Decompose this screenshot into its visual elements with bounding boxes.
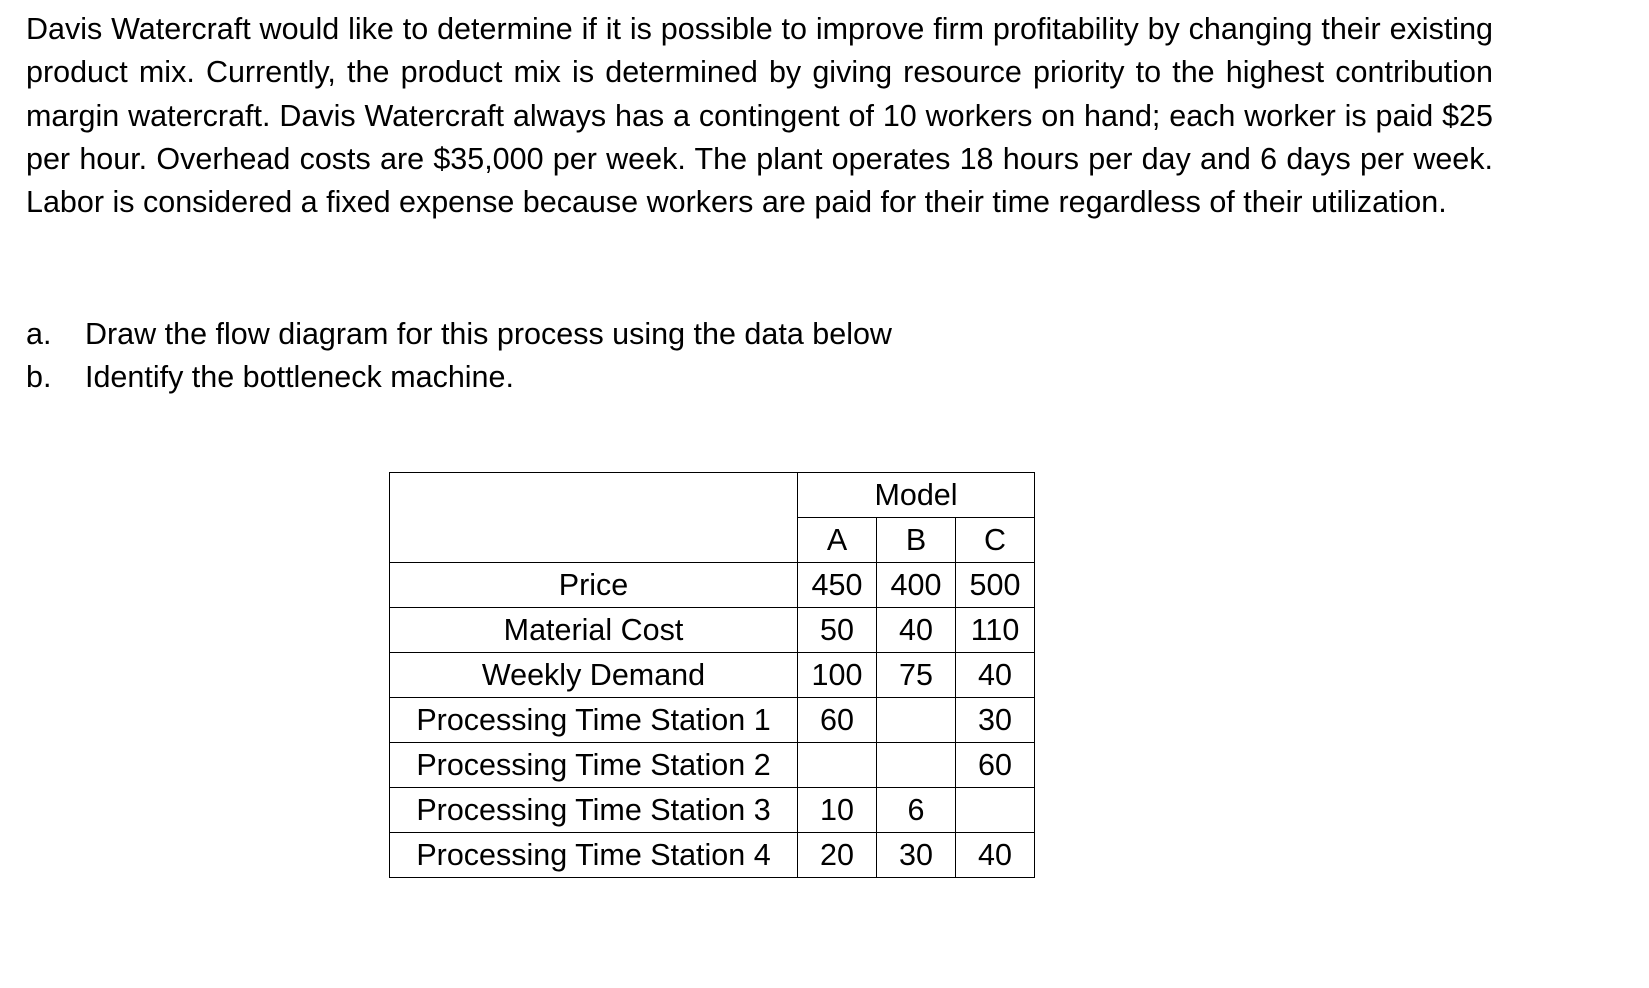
- cell-value: 75: [877, 653, 956, 698]
- cell-value: 40: [877, 608, 956, 653]
- cell-value: [956, 788, 1035, 833]
- row-label: Processing Time Station 1: [390, 698, 798, 743]
- row-label: Processing Time Station 2: [390, 743, 798, 788]
- cell-value: 40: [956, 833, 1035, 878]
- cell-value: [877, 743, 956, 788]
- task-marker: a.: [26, 317, 52, 351]
- cell-value: 400: [877, 563, 956, 608]
- row-label: Processing Time Station 3: [390, 788, 798, 833]
- table-row: [390, 608, 1035, 653]
- row-label: Weekly Demand: [390, 653, 798, 698]
- table-row: [390, 563, 1035, 608]
- task-item: [26, 356, 892, 399]
- model-group-header: Model: [798, 473, 1035, 518]
- cell-value: 6: [877, 788, 956, 833]
- cell-value: 40: [956, 653, 1035, 698]
- cell-value: 10: [798, 788, 877, 833]
- cell-value: 110: [956, 608, 1035, 653]
- table-row: [390, 833, 1035, 878]
- cell-value: 60: [956, 743, 1035, 788]
- problem-paragraph: Davis Watercraft would like to determine if it is possible to improve firm profitability by changing their existing product mix. Currently, the product mix is determined by giving resource priority to the highest contribution margin watercraft. Davis Watercraft always has a contingent of 10 workers on hand; each worker is paid $25 per hour. Overhead costs are $35,000 per week. The plant operates 18 hours per day and 6 days per week. Labor is considered a fixed expense because workers are paid for their time regardless of their utilization.: [26, 12, 1493, 220]
- table-row: [390, 653, 1035, 698]
- task-item: [26, 313, 892, 356]
- task-text: Draw the flow diagram for this process using the data below: [85, 317, 892, 351]
- row-label: Material Cost: [390, 608, 798, 653]
- model-data-table: [389, 472, 1035, 878]
- cell-value: 30: [956, 698, 1035, 743]
- table-corner-cell: [390, 473, 798, 563]
- table-row: [390, 698, 1035, 743]
- task-list: [26, 313, 892, 399]
- cell-value: 30: [877, 833, 956, 878]
- cell-value: 60: [798, 698, 877, 743]
- row-label: Price: [390, 563, 798, 608]
- table-row: [390, 788, 1035, 833]
- cell-value: 500: [956, 563, 1035, 608]
- cell-value: [877, 698, 956, 743]
- row-label: Processing Time Station 4: [390, 833, 798, 878]
- task-text: Identify the bottleneck machine.: [85, 360, 514, 394]
- column-header-b: B: [877, 518, 956, 563]
- table-header-row: [390, 473, 1035, 518]
- cell-value: 450: [798, 563, 877, 608]
- cell-value: 50: [798, 608, 877, 653]
- column-header-a: A: [798, 518, 877, 563]
- table-row: [390, 743, 1035, 788]
- cell-value: [798, 743, 877, 788]
- cell-value: 20: [798, 833, 877, 878]
- task-marker: b.: [26, 360, 52, 394]
- column-header-c: C: [956, 518, 1035, 563]
- cell-value: 100: [798, 653, 877, 698]
